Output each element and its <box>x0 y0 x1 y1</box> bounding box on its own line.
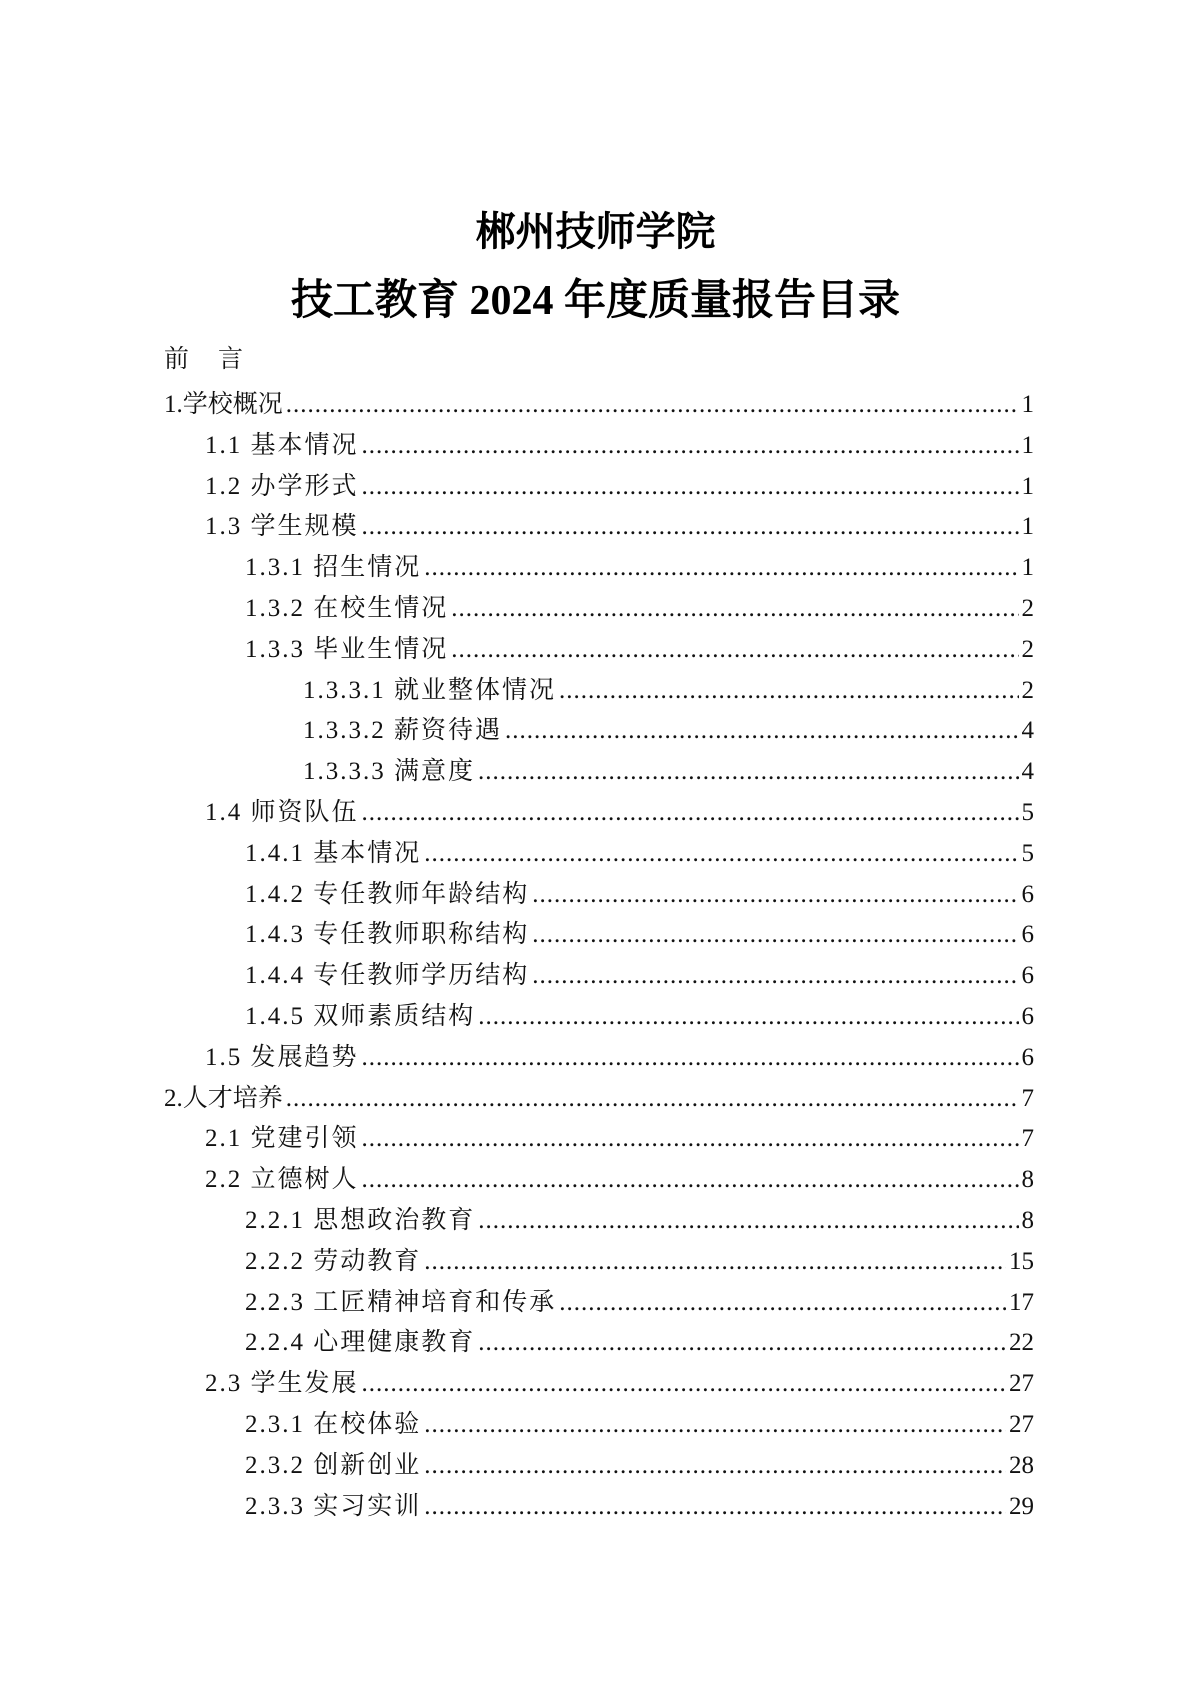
toc-leader-dots <box>362 1364 1006 1404</box>
toc-leader-dots <box>532 956 1018 996</box>
toc-entry[interactable] <box>245 1242 1034 1282</box>
toc-entry-page-number: 7 <box>1021 1125 1034 1153</box>
toc-entry-page-number: 1 <box>1021 431 1034 459</box>
toc-leader-dots <box>478 997 1018 1037</box>
toc-entry[interactable] <box>245 1201 1034 1241</box>
toc-leader-dots <box>559 671 1018 711</box>
toc-leader-dots <box>362 507 1019 547</box>
toc-leader-dots <box>478 752 1018 792</box>
toc-entry[interactable] <box>245 548 1034 588</box>
toc-entry-page-number: 2 <box>1021 635 1034 663</box>
toc-leader-dots <box>478 1323 1006 1363</box>
toc-entry[interactable] <box>245 630 1034 670</box>
toc-entry[interactable] <box>205 507 1034 547</box>
toc-entry[interactable] <box>245 1405 1034 1445</box>
document-title-report: 技工教育 2024 年度质量报告目录 <box>290 278 900 324</box>
toc-entry-label: 1.4.5 双师素质结构 <box>245 1003 476 1030</box>
toc-entry-page-number: 17 <box>1009 1288 1034 1316</box>
toc-entry-label: 1.2 办学形式 <box>205 472 359 500</box>
toc-entry-label: 1.4.1 基本情况 <box>245 839 422 867</box>
toc-entry-page-number: 6 <box>1021 1043 1034 1071</box>
toc-entry-page-number: 1 <box>1021 391 1034 418</box>
toc-leader-dots <box>362 426 1019 466</box>
toc-entry-label: 1.5 发展趋势 <box>205 1043 359 1071</box>
toc-entry[interactable] <box>245 1446 1034 1486</box>
toc-entry[interactable] <box>245 956 1034 996</box>
toc-leader-dots <box>424 1242 1006 1282</box>
toc-entry-page-number: 2 <box>1021 676 1034 704</box>
toc-entry-label: 2.人才培养 <box>164 1084 283 1112</box>
toc-entry[interactable] <box>303 671 1034 711</box>
toc-leader-dots <box>532 875 1018 915</box>
toc-entry-page-number: 6 <box>1021 1003 1034 1030</box>
toc-preface[interactable]: 前 言 <box>164 346 246 373</box>
toc-entry-page-number: 1 <box>1021 554 1034 582</box>
toc-leader-dots <box>532 915 1018 955</box>
toc-entry-label: 1.学校概况 <box>164 391 283 418</box>
toc-entry[interactable] <box>205 1160 1034 1200</box>
toc-entry-page-number: 29 <box>1009 1492 1034 1520</box>
toc-leader-dots <box>362 1119 1019 1159</box>
toc-entry-page-number: 6 <box>1021 880 1034 908</box>
toc-entry-page-number: 1 <box>1021 513 1034 541</box>
toc-entry-label: 2.3.2 创新创业 <box>245 1451 422 1479</box>
toc-entry-label: 1.3.2 在校生情况 <box>245 595 449 622</box>
toc-entry-label: 2.2.4 心理健康教育 <box>245 1329 476 1357</box>
toc-entry[interactable] <box>245 1283 1034 1323</box>
toc-entry-label: 1.3.3.1 就业整体情况 <box>303 676 557 704</box>
toc-entry[interactable] <box>205 1119 1034 1159</box>
toc-entry-label: 1.1 基本情况 <box>205 431 359 459</box>
toc-leader-dots <box>559 1283 1006 1323</box>
toc-entry[interactable] <box>245 1487 1034 1527</box>
toc-leader-dots <box>362 1160 1019 1200</box>
toc-entry[interactable] <box>205 1364 1034 1404</box>
toc-entry-label: 2.2.2 劳动教育 <box>245 1247 422 1275</box>
toc-entry-page-number: 4 <box>1021 717 1034 745</box>
toc-entry-page-number: 4 <box>1021 758 1034 786</box>
toc-leader-dots <box>451 630 1018 670</box>
toc-entry-label: 1.3.3.2 薪资待遇 <box>303 717 503 745</box>
toc-entry-label: 2.2.3 工匠精神培育和传承 <box>245 1288 557 1316</box>
toc-entry[interactable] <box>205 793 1034 833</box>
toc-entry-label: 1.4.4 专任教师学历结构 <box>245 962 530 990</box>
toc-entry-page-number: 28 <box>1009 1451 1034 1479</box>
toc-entry-page-number: 22 <box>1009 1329 1034 1357</box>
toc-leader-dots <box>478 1201 1018 1241</box>
toc-entry-page-number: 15 <box>1009 1247 1034 1275</box>
toc-entry-page-number: 7 <box>1021 1084 1034 1112</box>
toc-entry-page-number: 5 <box>1021 799 1034 826</box>
toc-entry-label: 2.3 学生发展 <box>205 1370 359 1398</box>
toc-entry[interactable] <box>245 997 1034 1037</box>
toc-leader-dots <box>362 467 1019 507</box>
toc-leader-dots <box>362 1038 1019 1078</box>
toc-entry-label: 1.3.3.3 满意度 <box>303 758 476 786</box>
toc-leader-dots <box>424 834 1018 874</box>
toc-entry-label: 2.2.1 思想政治教育 <box>245 1207 476 1234</box>
toc-leader-dots <box>424 1446 1006 1486</box>
toc-entry-page-number: 8 <box>1021 1207 1034 1234</box>
toc-entry-label: 2.3.3 实习实训 <box>245 1492 422 1520</box>
toc-entry-label: 2.3.1 在校体验 <box>245 1411 422 1438</box>
toc-entry-page-number: 27 <box>1009 1370 1034 1398</box>
toc-entry-label: 1.4.3 专任教师职称结构 <box>245 921 530 949</box>
toc-entry[interactable] <box>205 1038 1034 1078</box>
toc-entry[interactable] <box>205 467 1034 507</box>
toc-entry[interactable] <box>303 711 1034 751</box>
toc-entry[interactable] <box>245 875 1034 915</box>
toc-entry-label: 2.1 党建引领 <box>205 1125 359 1153</box>
toc-leader-dots <box>362 793 1019 833</box>
toc-entry-label: 1.3.1 招生情况 <box>245 554 422 582</box>
toc-leader-dots <box>505 711 1018 751</box>
toc-leader-dots <box>424 1487 1006 1527</box>
toc-entry-page-number: 2 <box>1021 595 1034 622</box>
document-title-school: 郴州技师学院 <box>475 209 716 254</box>
toc-entry[interactable] <box>303 752 1034 792</box>
toc-entry[interactable] <box>164 1079 1034 1119</box>
toc-leader-dots <box>286 385 1019 425</box>
toc-entry[interactable] <box>205 426 1034 466</box>
toc-entry-label: 1.3 学生规模 <box>205 513 359 541</box>
toc-entry-label: 2.2 立德树人 <box>205 1166 359 1194</box>
toc-leader-dots <box>451 589 1018 629</box>
toc-entry-page-number: 27 <box>1009 1411 1034 1438</box>
toc-entry[interactable] <box>245 915 1034 955</box>
toc-leader-dots <box>286 1079 1019 1119</box>
toc-leader-dots <box>424 548 1018 588</box>
toc-entry[interactable] <box>245 834 1034 874</box>
toc-entry-label: 1.4 师资队伍 <box>205 799 359 826</box>
toc-entry[interactable] <box>245 1323 1034 1363</box>
toc-entry-page-number: 6 <box>1021 962 1034 990</box>
toc-entry-page-number: 5 <box>1021 839 1034 867</box>
toc-entry-page-number: 6 <box>1021 921 1034 949</box>
toc-entry[interactable] <box>245 589 1034 629</box>
toc-entry-label: 1.3.3 毕业生情况 <box>245 635 449 663</box>
toc-entry-label: 1.4.2 专任教师年龄结构 <box>245 880 530 908</box>
toc-leader-dots <box>424 1405 1006 1445</box>
toc-entry[interactable] <box>164 385 1034 425</box>
toc-entry-page-number: 8 <box>1021 1166 1034 1194</box>
toc-entry-page-number: 1 <box>1021 472 1034 500</box>
